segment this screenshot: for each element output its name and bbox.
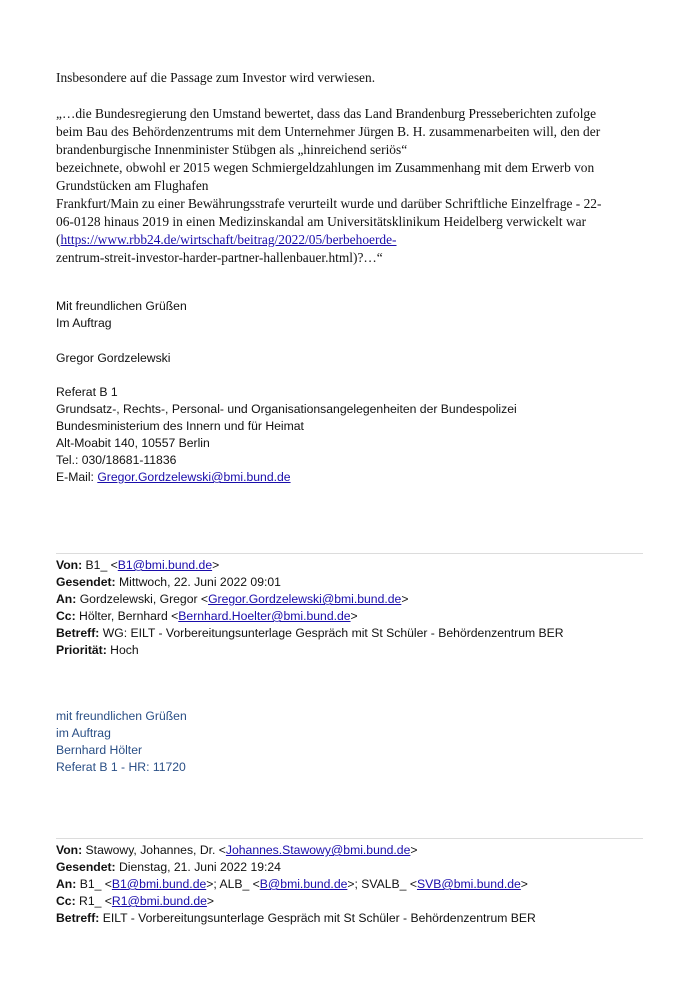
header-divider: [56, 553, 643, 554]
mail-sent: Gesendet: Mittwoch, 22. Juni 2022 09:01: [56, 575, 281, 589]
from-email-link[interactable]: Johannes.Stawowy@bmi.bund.de: [225, 843, 411, 857]
closing-block: [56, 298, 646, 332]
quote-line: bezeichnete, obwohl er 2015 wegen Schmiergeldzahlungen im Zusammenhang mit dem Erwerb von: [56, 160, 595, 175]
quote-line: zentrum-streit-investor-harder-partner-hallenbauer.html)?…“: [56, 250, 383, 265]
quote-line: brandenburgische Innenminister Stübgen als „hinreichend seriös“: [56, 142, 408, 157]
rbb24-article-link[interactable]: https://www.rbb24.de/wirtschaft/beitrag/2022/05/berbehoerde-: [60, 232, 397, 247]
to-email-link[interactable]: SVB@bmi.bund.de: [416, 877, 521, 891]
blue-unit: Referat B 1 - HR: 11720: [56, 760, 186, 774]
quote-link-line: (https://www.rbb24.de/wirtschaft/beitrag/2022/05/berbehoerde-: [56, 232, 397, 247]
cc-email-link[interactable]: R1@bmi.bund.de: [111, 894, 207, 908]
signature-block: [56, 384, 646, 486]
from-email-link[interactable]: B1@bmi.bund.de: [117, 558, 213, 572]
to-email-link[interactable]: Gregor.Gordzelewski@bmi.bund.de: [208, 592, 402, 606]
closing-greeting: Mit freundlichen Grüßen: [56, 299, 187, 313]
quote-line: „…die Bundesregierung den Umstand bewertet, dass das Land Brandenburg Presseberichten zufolge: [56, 106, 597, 121]
header-divider: [56, 838, 643, 839]
mail-to: An: Gordzelewski, Gregor <Gregor.Gordzelewski@bmi.bund.de>: [56, 592, 409, 606]
mail-priority: Priorität: Hoch: [56, 643, 139, 657]
blue-name: Bernhard Hölter: [56, 743, 143, 757]
sender-name: Gregor Gordzelewski: [56, 351, 171, 365]
to-email-link[interactable]: B@bmi.bund.de: [259, 877, 348, 891]
blue-auftrag: im Auftrag: [56, 726, 111, 740]
mail-subject: Betreff: EILT - Vorbereitungsunterlage Gespräch mit St Schüler - Behördenzentrum BER: [56, 911, 536, 925]
blue-greeting: mit freundlichen Grüßen: [56, 709, 187, 723]
intro-paragraph: [56, 69, 646, 87]
mail-header-1: [56, 557, 646, 659]
closing-auftrag: Im Auftrag: [56, 316, 112, 330]
signature-email-line: E-Mail: Gregor.Gordzelewski@bmi.bund.de: [56, 470, 291, 484]
to-email-link[interactable]: B1@bmi.bund.de: [111, 877, 207, 891]
mail-to: An: B1_ <B1@bmi.bund.de>; ALB_ <B@bmi.bund.de>; SVALB_ <SVB@bmi.bund.de>: [56, 877, 528, 891]
blue-signature-block: [56, 708, 646, 776]
mail-from: Von: Stawowy, Johannes, Dr. <Johannes.Stawowy@bmi.bund.de>: [56, 843, 418, 857]
mail-header-2: [56, 842, 646, 927]
intro-text: Insbesondere auf die Passage zum Investor wird verwiesen.: [56, 70, 376, 85]
signature-tel: Tel.: 030/18681-11836: [56, 453, 177, 467]
signature-unit: Referat B 1: [56, 385, 118, 399]
quote-block: [56, 105, 646, 267]
signature-address: Alt-Moabit 140, 10557 Berlin: [56, 436, 210, 450]
mail-cc: Cc: Hölter, Bernhard <Bernhard.Hoelter@bmi.bund.de>: [56, 609, 358, 623]
quote-line: Grundstücken am Flughafen: [56, 178, 209, 193]
signature-email-link[interactable]: Gregor.Gordzelewski@bmi.bund.de: [97, 470, 291, 484]
mail-from: Von: B1_ <B1@bmi.bund.de>: [56, 558, 220, 572]
mail-cc: Cc: R1_ <R1@bmi.bund.de>: [56, 894, 215, 908]
mail-sent: Gesendet: Dienstag, 21. Juni 2022 19:24: [56, 860, 281, 874]
quote-line: Frankfurt/Main zu einer Bewährungsstrafe verurteilt wurde und darüber Schriftliche Einzelfrage - 22-: [56, 196, 602, 211]
quote-line: beim Bau des Behördenzentrums mit dem Unternehmer Jürgen B. H. zusammenarbeiten will, den der: [56, 124, 601, 139]
mail-subject: Betreff: WG: EILT - Vorbereitungsunterlage Gespräch mit St Schüler - Behördenzentrum BER: [56, 626, 564, 640]
quote-line: 06-0128 hinaus 2019 in einen Medizinskandal am Universitätsklinikum Heidelberg verwickelt war: [56, 214, 587, 229]
closing-name-block: [56, 350, 646, 367]
cc-email-link[interactable]: Bernhard.Hoelter@bmi.bund.de: [178, 609, 351, 623]
signature-dept: Grundsatz-, Rechts-, Personal- und Organisationsangelegenheiten der Bundespolizei: [56, 402, 517, 416]
signature-ministry: Bundesministerium des Innern und für Heimat: [56, 419, 304, 433]
